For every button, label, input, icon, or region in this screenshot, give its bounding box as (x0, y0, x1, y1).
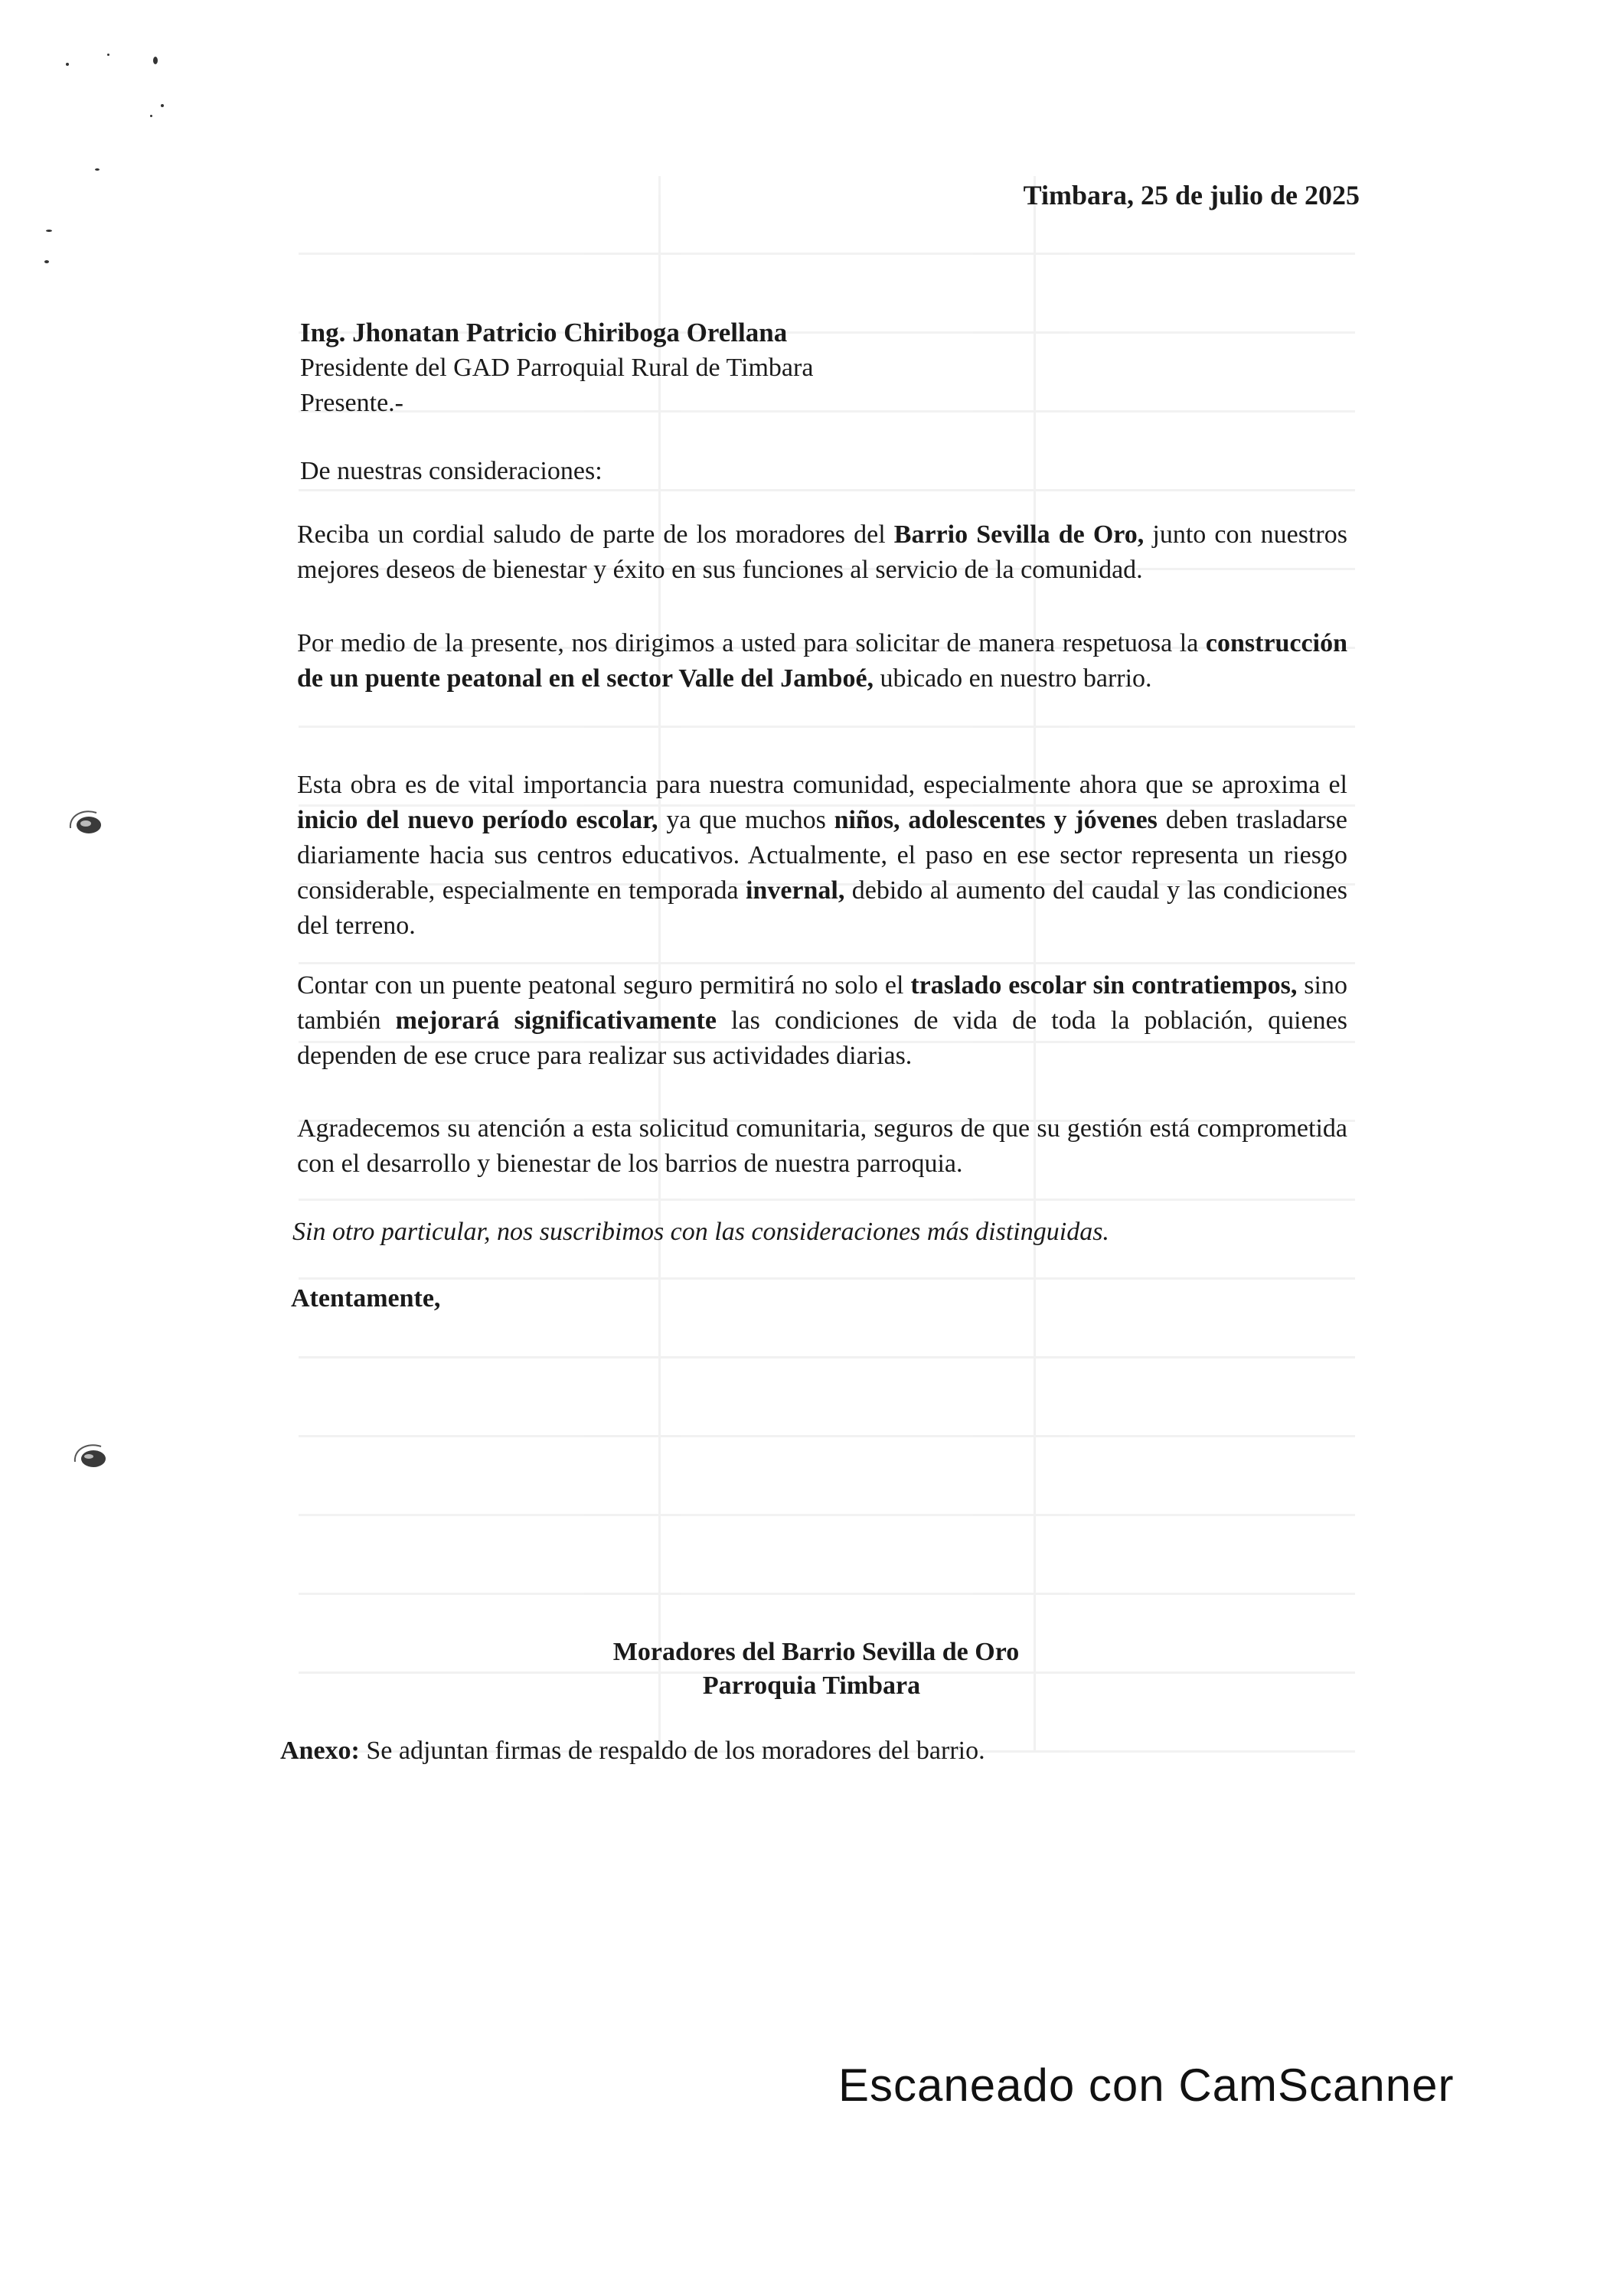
signature-line-2: Parroquia Timbara (702, 1671, 921, 1700)
text-run: Por medio de la presente, nos dirigimos a usted para solicitar de manera respetuosa la (297, 629, 1206, 657)
text-run: Esta obra es de vital importancia para nuestra comunidad, especialmente ahora que se aproxima el (297, 771, 1347, 799)
scanner-watermark: Escaneado con CamScanner (838, 2060, 1455, 2111)
text-run-bold: construcción de un puente peatonal en el sector Valle del Jamboé, (297, 629, 1347, 693)
text-run-bold: invernal, (745, 876, 845, 905)
scan-speck (95, 168, 100, 171)
salutation: De nuestras consideraciones: (300, 457, 603, 485)
text-run: deben trasladarse diariamente hacia sus centros educativos. Actualmente, el paso en ese sector representa un riesgo considerable, especialmente en temporada (297, 806, 1347, 905)
recipient-presente: Presente.- (300, 389, 404, 417)
text-run: junto con nuestros mejores deseos de bienestar y éxito en sus funciones al servicio de la comunidad. (297, 520, 1347, 584)
regards: Atentamente, (291, 1284, 441, 1313)
text-run: debido al aumento del caudal y las condiciones del terreno. (297, 876, 1348, 940)
signature-line-1: Moradores del Barrio Sevilla de Oro (612, 1638, 1020, 1666)
scan-speck (46, 230, 52, 232)
text-run-bold: mejorará significativamente (395, 1006, 717, 1035)
punch-hole-mark-icon (70, 1439, 109, 1473)
paragraph-importance (297, 768, 1347, 944)
text-run: ya que muchos (658, 806, 834, 834)
recipient-name: Ing. Jhonatan Patricio Chiriboga Orellana (300, 318, 788, 347)
scan-speck (161, 104, 164, 107)
scan-speck (44, 260, 49, 263)
text-run-bold: niños, adolescentes y jóvenes (834, 806, 1158, 834)
paragraph-thanks: Agradecemos su atención a esta solicitud comunitaria, seguros de que su gestión está comprometida con el desarrollo y bienestar de los barrios de nuestra parroquia. (297, 1114, 1347, 1178)
scan-speck (66, 63, 69, 66)
scan-speck (150, 115, 152, 117)
text-run-bold: inicio del nuevo período escolar, (297, 806, 658, 834)
text-run: sino también (297, 971, 1347, 1035)
recipient-block (300, 315, 989, 421)
scan-speck (107, 54, 109, 56)
annex-label: Anexo: (280, 1737, 360, 1765)
annex-text: Se adjuntan firmas de respaldo de los moradores del barrio. (359, 1737, 985, 1765)
letter-date: Timbara, 25 de julio de 2025 (1023, 180, 1360, 210)
text-run: ubicado en nuestro barrio. (874, 664, 1152, 693)
text-run-bold: traslado escolar sin contratiempos, (910, 971, 1298, 1000)
paragraph-request (297, 626, 1347, 696)
recipient-title: Presidente del GAD Parroquial Rural de Timbara (300, 354, 814, 382)
text-run: Contar con un puente peatonal seguro permitirá no solo el (297, 971, 911, 1000)
annex-note (280, 1733, 985, 1769)
text-run: las condiciones de vida de toda la población, quienes dependen de ese cruce para realizar sus actividades diarias. (297, 1006, 1347, 1070)
text-run-bold: Barrio Sevilla de Oro, (893, 520, 1145, 549)
closing-line: Sin otro particular, nos suscribimos con las consideraciones más distinguidas. (292, 1218, 1109, 1246)
paragraph-greeting (297, 517, 1347, 588)
punch-hole-mark-icon (66, 805, 104, 839)
scan-speck (153, 57, 158, 64)
text-run: Reciba un cordial saludo de parte de los moradores del (297, 520, 894, 549)
paragraph-benefits (297, 968, 1347, 1074)
